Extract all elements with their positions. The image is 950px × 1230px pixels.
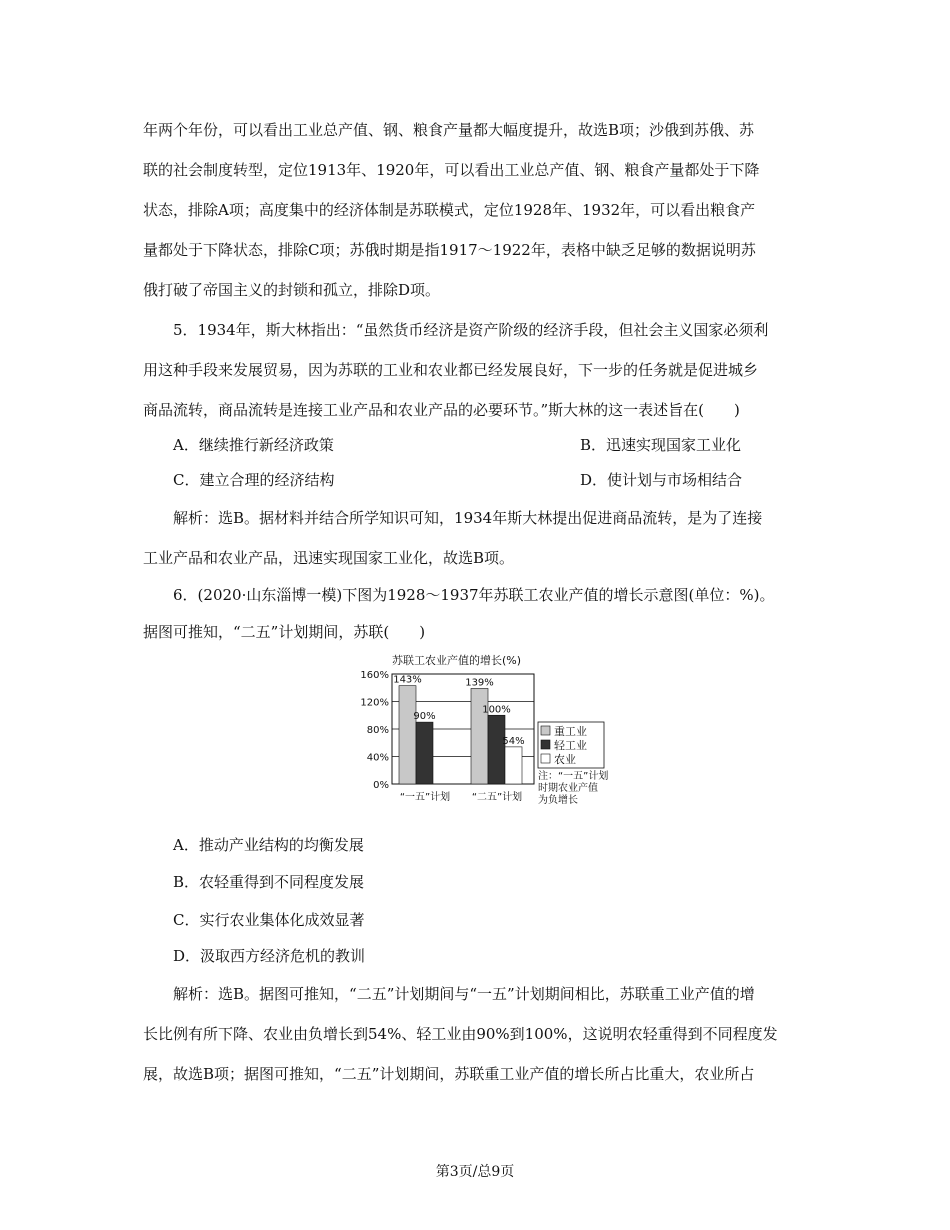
x-category-label: “一五”计划 bbox=[399, 792, 451, 803]
text-line: 据图可推知，“二五”计划期间，苏联( ) bbox=[143, 623, 426, 641]
bar-heavy bbox=[399, 686, 416, 784]
text-line: 年两个年份，可以看出工业总产值、钢、粮食产量都大幅度提升，故选B项；沙俄到苏俄、苏 bbox=[143, 121, 755, 139]
text-line: 用这种手段来发展贸易，因为苏联的工业和农业都已经发展良好，下一步的任务就是促进城乡 bbox=[143, 361, 759, 379]
chart-title: 苏联工农业产值的增长(%) bbox=[392, 654, 522, 667]
analysis-line: 展，故选B项；据图可推知，“二五”计划期间，苏联重工业产值的增长所占比重大，农业所占 bbox=[143, 1065, 755, 1083]
legend bbox=[538, 722, 604, 768]
bars bbox=[399, 686, 525, 784]
growth-bar-chart bbox=[350, 652, 650, 814]
bar-value-label: 54% bbox=[502, 735, 525, 747]
legend-swatch bbox=[541, 754, 550, 763]
text-line: 量都处于下降状态，排除C项；苏俄时期是指1917～1922年，表格中缺乏足够的数据说明苏 bbox=[143, 241, 756, 259]
bar-light bbox=[416, 722, 433, 784]
y-axis bbox=[360, 670, 389, 791]
analysis-line: 工业产品和农业产品，迅速实现国家工业化，故选B项。 bbox=[143, 549, 515, 567]
option-a: A．继续推行新经济政策 bbox=[173, 436, 334, 454]
legend-swatch bbox=[541, 740, 550, 749]
y-tick-label: 120% bbox=[360, 697, 389, 709]
note-line: 注：“一五”计划 bbox=[538, 771, 609, 782]
option-b: B．农轻重得到不同程度发展 bbox=[173, 873, 365, 891]
page-footer: 第3页/总9页 bbox=[435, 1164, 515, 1180]
bar-agri bbox=[505, 747, 522, 784]
option-a: A．推动产业结构的均衡发展 bbox=[173, 836, 364, 854]
bar-value-label: 139% bbox=[465, 677, 494, 689]
legend-swatch bbox=[541, 726, 550, 735]
analysis-line: 解析：选B。据图可推知，“二五”计划期间与“一五”计划期间相比，苏联重工业产值的增 bbox=[173, 985, 755, 1003]
option-d: D．汲取西方经济危机的教训 bbox=[173, 947, 366, 965]
legend-label: 重工业 bbox=[554, 725, 587, 738]
bar-value-label: 143% bbox=[393, 674, 422, 686]
analysis-line: 长比例有所下降、农业由负增长到54%、轻工业由90%到100%，这说明农轻重得到不同程度发 bbox=[143, 1025, 778, 1043]
text-line: 联的社会制度转型，定位1913年、1920年，可以看出工业总产值、钢、粮食产量都处于下降 bbox=[143, 161, 760, 179]
bar-light bbox=[488, 715, 505, 784]
note-line: 时期农业产值 bbox=[538, 783, 598, 794]
legend-label: 轻工业 bbox=[554, 739, 587, 752]
chart-note bbox=[538, 769, 608, 806]
note-line: 为负增长 bbox=[538, 795, 578, 806]
x-category-label: “二五”计划 bbox=[471, 792, 523, 803]
option-b: B．迅速实现国家工业化 bbox=[580, 436, 742, 454]
option-c: C．建立合理的经济结构 bbox=[173, 471, 335, 489]
option-d: D．使计划与市场相结合 bbox=[580, 471, 743, 489]
bar-value-label: 90% bbox=[413, 711, 436, 723]
y-tick-label: 80% bbox=[366, 725, 389, 736]
option-c: C．实行农业集体化成效显著 bbox=[173, 911, 365, 929]
y-tick-label: 160% bbox=[360, 670, 389, 681]
bar-heavy bbox=[471, 688, 488, 784]
x-axis bbox=[400, 790, 522, 803]
text-line: 商品流转，商品流转是连接工业产品和农业产品的必要环节。”斯大林的这一表述旨在( ) bbox=[143, 401, 740, 419]
text-line: 俄打破了帝国主义的封锁和孤立，排除D项。 bbox=[143, 281, 441, 299]
analysis-line: 解析：选B。据材料并结合所学知识可知，1934年斯大林提出促进商品流转，是为了连接 bbox=[173, 509, 763, 527]
question-6-stem: 6．(2020·山东淄博一模)下图为1928～1937年苏联工农业产值的增长示意图(单位：%)。 bbox=[173, 586, 775, 604]
legend-label: 农业 bbox=[554, 753, 576, 766]
text-line: 状态，排除A项；高度集中的经济体制是苏联模式，定位1928年、1932年，可以看出粮食产 bbox=[143, 201, 756, 219]
bar-value-label: 100% bbox=[482, 704, 511, 716]
y-tick-label: 0% bbox=[373, 780, 389, 791]
y-tick-label: 40% bbox=[366, 752, 389, 764]
question-5-stem: 5．1934年，斯大林指出：“虽然货币经济是资产阶级的经济手段，但社会主义国家必须利 bbox=[173, 321, 769, 339]
